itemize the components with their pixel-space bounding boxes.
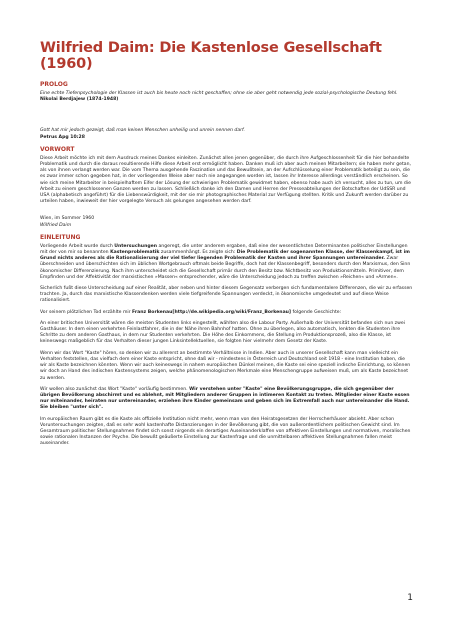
signature: Wilfried Daim (40, 222, 72, 228)
section-heading-einleitung: EINLEITUNG (40, 233, 81, 241)
prolog-author-2: Petrus Apg 10:28 (40, 134, 85, 140)
einleitung-paragraph-7: Im europäischen Raum gibt es die Kaste als offizielle Institution nicht mehr, wenn man von den Heiratsgesetzen der Herrscherhäuser absieht. Aber schon Voruntersuchungen zeigten, daß es sehr wohl kastenhafte Distanzierungen in der Bevölkerung gibt, die von außerordentlichem politischen Gewicht sind. Im Gesamtraum politischer Stellungnahmen findet sich sonst nirgends ein derartiges Auseinanderklaffen von affektiven Einstellungen und normativen, moralischen sowie rationalen Instanzen der Psyche. Die bewußt geäußerte Einstellung zur Kastenfrage und die unmittelbaren affektiven Stellungnahmen fallen meist auseinander. (40, 416, 411, 447)
einleitung-paragraph-5: Wenn wir das Wort "Kaste" hören, so denken wir zu allererst an bestimmte Verhältnisse in Indien. Aber auch in unserer Gesellschaft kann man vielleicht ein Verhalten feststellen, das vielfach dem einer Kaste entspricht, ohne daß wir - mindestens in Österreich und Deutschland seit 1918 - eine Institution haben, die wir als Kaste bezeichnen könnten. Wenn wir auch keineswegs in nahem europäischen Dünkel meinen, die Kaste sei eine speziell indische Einrichtung, so können wir doch an Hand des indischen Kastensystems zeigen, welche phänomenologischen Merkmale eine Menschengruppe aufweisen muß, um als Kaste bezeichnet zu werden. (40, 350, 411, 381)
einleitung-paragraph-6: Wir wollen also zunächst das Wort "Kaste" vorläufig bestimmen. Wir verstehen unter "Kaste" eine Bevölkerungsgruppe, die sich gegenüber der übrigen Bevölkerung abschirmt und es ablehnt, mit Mitgliedern anderer Gruppen in intimeren Kontakt zu treten. Mitglieder einer Kaste essen nur miteinander, heiraten nur untereinander, erziehen ihre Kinder gemeinsam und geben sich im Extremfall auch nur untereinander die Hand. Sie bleiben "unter sich". (40, 386, 410, 411)
place-date: Wien, im Sommer 1960 (40, 216, 95, 222)
einleitung-paragraph-1: Vorliegende Arbeit wurde durch Untersuchungen angeregt, die unter anderem ergaben, daß eine der wesentlichsten Determinanten politischer Einstellungen mit der von mir so benannten Kastenproblematik zusammenhängt. Es zeigte sich: Die Problematik der sogenannten Klasse, der Klassenkampf, ist im Grund nichts anderes als die Rationalisierung der viel tiefer liegenden Problematik der Kasten und ihrer Spannungen untereinander. Zwar überschneiden und überschichten sich im üblichen Wortgebrauch oftmals beide Begriffe, doch hat der Klassenbegriff, besonders durch den Marxismus, den Sinn ökonomischer Differenzierung. Nach ihm unterscheidet sich die Gesellschaft primär durch den Besitz bzw. Nichtbesitz von Produktionsmitteln. Primitiver, dem Empfinden und der Affektivität der marxistischen »Massen« entsprechender, wäre die Unterscheidung jedoch zu treffen zwischen »Reichen« und »Armen«. (40, 243, 411, 280)
borkenau-link[interactable]: Franz Borkenau[http://de.wikipedia.org/wiki/Franz_Borkenau] (132, 309, 292, 315)
prolog-quote-2: Gott hat mir jedoch gezeigt, daß man keinen Menschen unheilig und unrein nennen darf. (40, 128, 246, 134)
prolog-quote-1: Eine echte Tiefenpsychologie der Klassen ist auch bis heute noch nicht geschaffen; ohne sie aber geht notwendig jede sozial-psychologische Deutung fehl. (40, 91, 398, 96)
section-heading-vorwort: VORWORT (40, 145, 75, 153)
page-number: 1 (407, 593, 413, 603)
prolog-author-1: Nikolai Berdjajew (1874-1948) (40, 97, 119, 103)
document-title: Wilfried Daim: Die Kastenlose Gesellschaft (1960) (40, 40, 382, 72)
vorwort-paragraph: Diese Arbeit möchte ich mit dem Ausdruck meines Dankes einleiten. Zunächst allen jenen gegenüber, die durch ihre Aufgeschlossenheit für die hier behandelte Problematik und durch die daraus resultierende Hilfe diese Arbeit erst ermöglicht haben. Danken muß ich aber auch meinen Mitarbeitern; sie haben mehr getan, als von ihnen verlangt werden war. Die vom Thema ausgehende Faszination und das Bewußtsein, an der Aufschlüsselung einer Problematik beteiligt zu sein, die es zwar immer schon gegeben hat, in der vorliegenden Weise aber noch nie angegangen worden ist, lassen ihr Interesse allerdings verständlich erscheinen. So wie sich meine Mitarbeiter in beispielhaftem Eifer der Lösung der schwierigen Problematik gewidmet haben, ebenso habe auch ich versucht, alles zu tun, um die Arbeit zu einem geschlossenen Ganzen werden zu lassen. Schließlich danke ich den Damen und Herren der Presseabteilungen der Botschaften der UdSSR und USA (alphabetisch angeführt) für die Liebenswürdigkeit, mit der sie mir photographisches Material zur Verfügung stellten. Kritik und Zukunft werden darüber zu urteilen haben, inwieweit der hier vorgelegte Versuch als gelungen angesehen werden darf. (40, 155, 411, 205)
einleitung-paragraph-3: Vor seinem plötzlichen Tod erzählte mir Franz Borkenau[http://de.wikipedia.org/wiki/Franz_Borkenau] folgende Geschichte: (40, 309, 342, 315)
section-heading-prolog: PROLOG (40, 81, 68, 88)
einleitung-paragraph-2: Sicherlich fußt diese Unterscheidung auf einer Realität, aber neben und hinter diesem Gegensatz verbergen sich fundamentalere Differenzen, die wir zu erfassen trachten. Ja, durch das marxistische Klassendenken werden viele tiefgreifende Spannungen verdeckt, in ökonomische umgedeutet und auf diese Weise rationalisiert. (40, 286, 413, 304)
einleitung-paragraph-4: An einer britischen Universität wären die meisten Studenten links eingestellt, wählten also die Labour Party. Außerhalb der Universität befanden sich nun zwei Gasthäuser. In dem einen verkehrten Feinlastfahrer, die in der Nähe ihren Bahnhof hatten. Ohne zu überlegen, also automatisch, lenkten die Studenten ihre Schritte zu dem anderen Gasthaus, in dem nur Studenten verkehrten. Die Höhe des Einkommens, die Stellung im Produktionsprozeß, also die Klasse, ist keineswegs maßgeblich für das Verhalten dieser jungen Linksintellektuellen, sie folgten hier vielmehr dem Gesetz der Kaste. (40, 320, 405, 345)
spacer (40, 108, 413, 128)
